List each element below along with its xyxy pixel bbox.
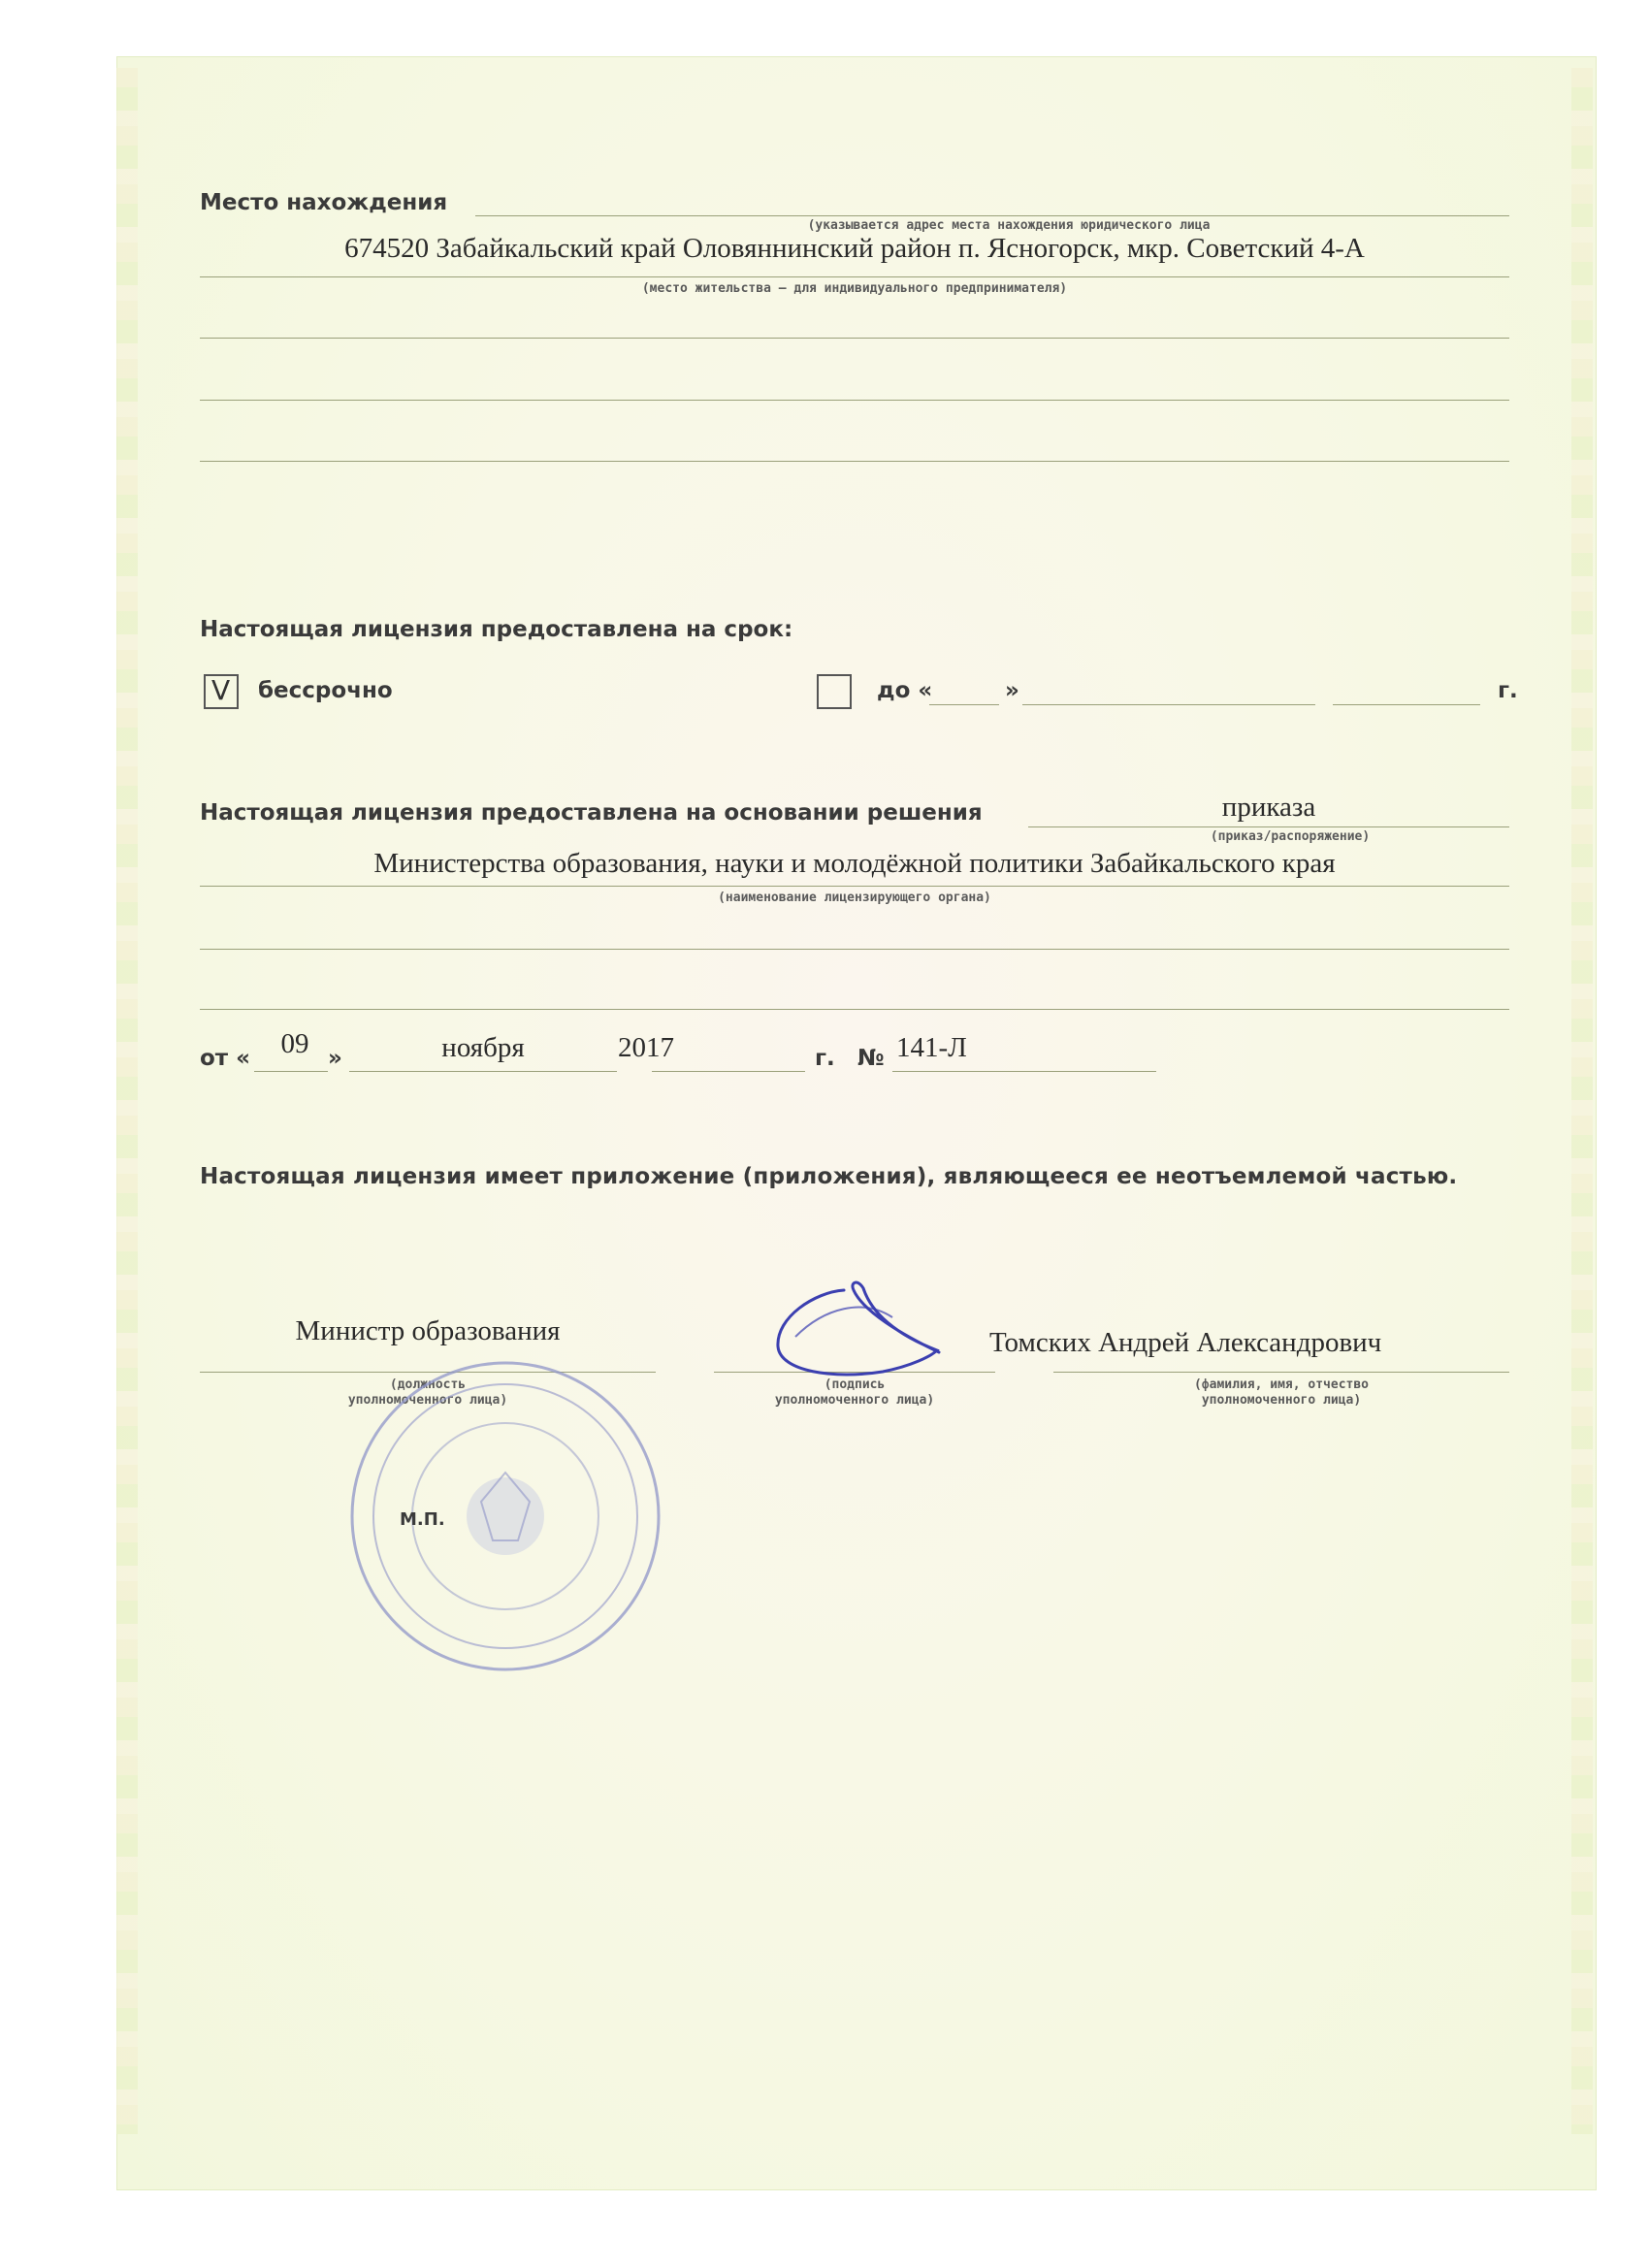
stamp-place-label: М.П. xyxy=(400,1509,445,1530)
basis-heading: Настоящая лицензия предоставлена на основании решения xyxy=(200,800,983,826)
authority-line-2 xyxy=(200,949,1509,950)
decision-number: 141-Л xyxy=(896,1032,967,1063)
appendix-note: Настоящая лицензия имеет приложение (приложения), являющееся ее неотъемлемой частью. xyxy=(200,1164,1458,1189)
until-suffix: г. xyxy=(1498,678,1518,703)
authority-line-3 xyxy=(200,1009,1509,1010)
check-mark-icon: V xyxy=(211,674,231,706)
day-line xyxy=(254,1071,328,1072)
from-prefix: от « xyxy=(200,1046,250,1071)
location-line-5 xyxy=(200,461,1509,462)
decision-year: 2017 xyxy=(618,1032,674,1063)
name-line xyxy=(1053,1372,1509,1373)
until-checkbox[interactable] xyxy=(817,674,852,709)
unlimited-checkbox[interactable] xyxy=(204,674,239,709)
year-line xyxy=(652,1071,805,1072)
term-heading: Настоящая лицензия предоставлена на срок: xyxy=(200,617,793,642)
decision-month: ноября xyxy=(441,1032,525,1063)
signatory-full-name: Томских Андрей Александрович xyxy=(989,1327,1382,1358)
authority-hint: (наименование лицензирующего органа) xyxy=(718,891,991,905)
until-month-line xyxy=(1022,704,1315,705)
location-line-1 xyxy=(475,215,1509,216)
decision-type-hint: (приказ/распоряжение) xyxy=(1210,829,1371,844)
year-suffix: г. xyxy=(815,1046,835,1071)
location-residence-hint: (место жительства – для индивидуального предпринимателя) xyxy=(641,281,1068,296)
month-line xyxy=(349,1071,617,1072)
location-label: Место нахождения xyxy=(200,190,448,215)
name-hint: (фамилия, имя, отчество уполномоченного лица) xyxy=(1193,1377,1369,1408)
location-address: 674520 Забайкальский край Оловяннинский район п. Ясногорск, мкр. Советский 4-А xyxy=(344,233,1365,264)
ornament-border-left xyxy=(116,68,138,2134)
number-line xyxy=(892,1071,1156,1072)
unlimited-label: бессрочно xyxy=(258,678,393,703)
decision-type-line xyxy=(1028,826,1509,827)
handwritten-signature xyxy=(757,1279,951,1385)
licensing-authority: Министерства образования, науки и молодёжной политики Забайкальского края xyxy=(373,848,1336,879)
location-line-2 xyxy=(200,276,1509,277)
position-hint: (должность уполномоченного лица) xyxy=(347,1377,508,1408)
decision-day: 09 xyxy=(280,1028,309,1059)
license-sheet xyxy=(116,56,1597,2190)
signature-hint: (подпись уполномоченного лица) xyxy=(774,1377,935,1408)
location-line-3 xyxy=(200,338,1509,339)
authority-line-1 xyxy=(200,886,1509,887)
official-stamp-seal xyxy=(345,1356,665,1676)
until-day-line xyxy=(929,704,999,705)
decision-type: приказа xyxy=(1221,792,1316,823)
from-quote-close: » xyxy=(328,1046,342,1071)
until-prefix: до « xyxy=(877,678,933,703)
location-legal-hint: (указывается адрес места нахождения юридического лица xyxy=(807,218,1211,233)
until-year-line xyxy=(1333,704,1480,705)
number-sign: № xyxy=(857,1046,885,1071)
location-line-4 xyxy=(200,400,1509,401)
ornament-border-right xyxy=(1571,68,1593,2134)
signatory-position: Министр образования xyxy=(295,1315,561,1346)
until-quote-close: » xyxy=(1005,678,1019,703)
